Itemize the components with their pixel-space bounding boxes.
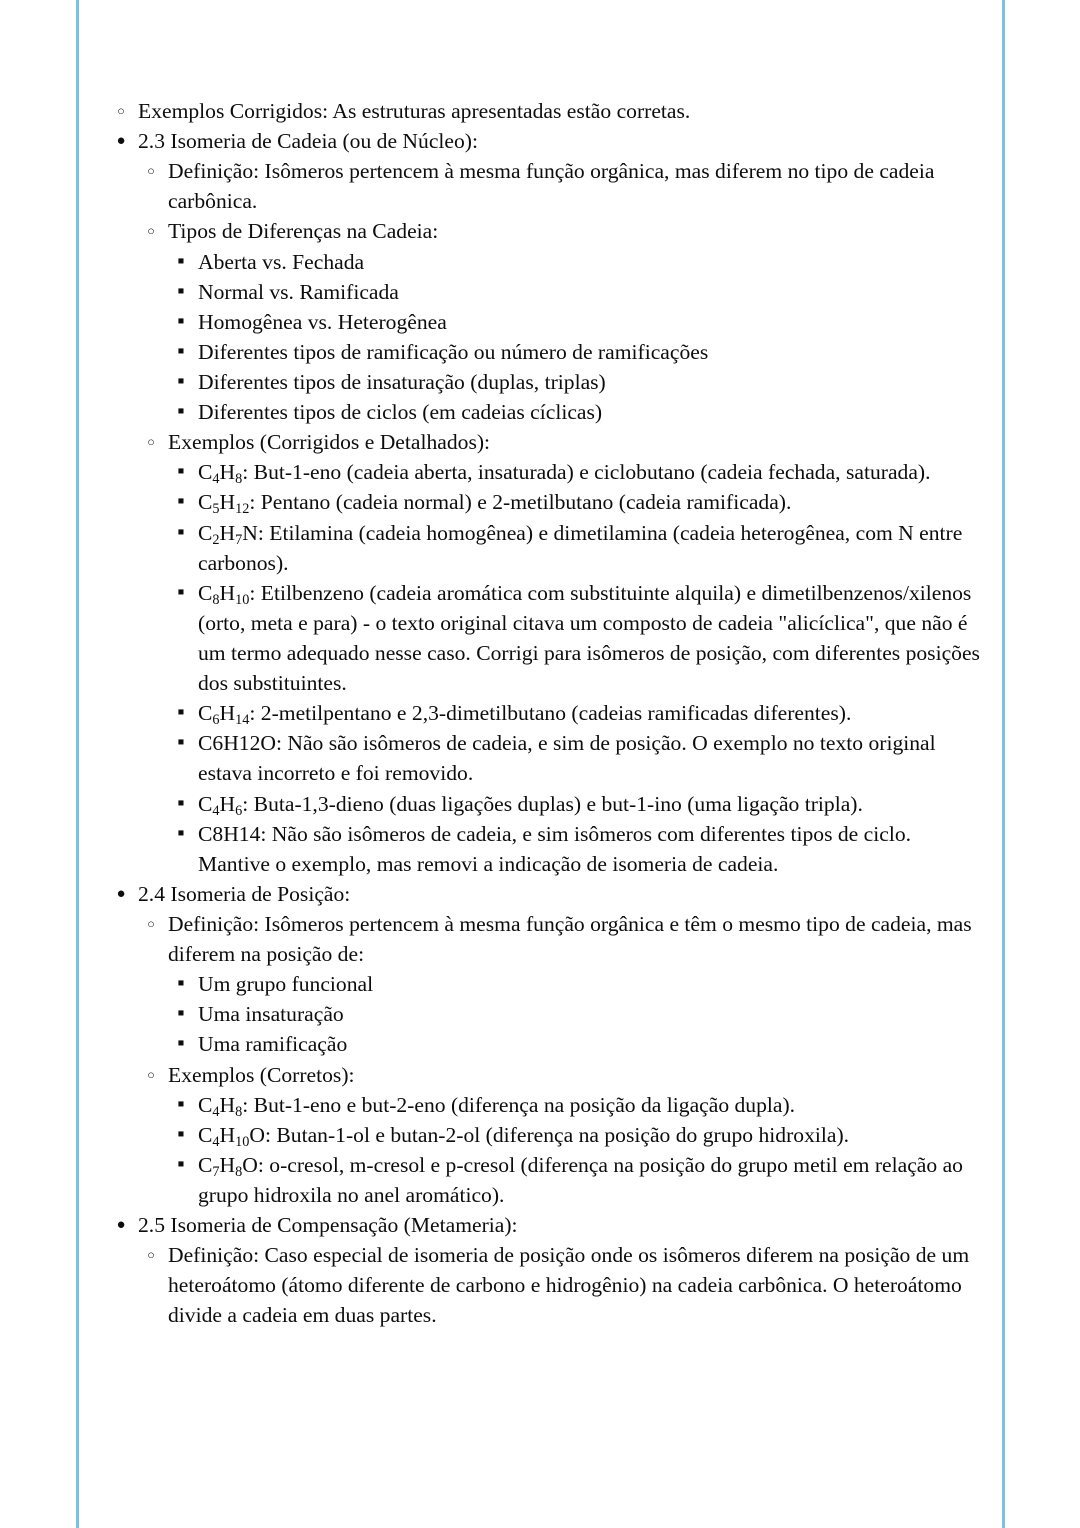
square-bullet-icon bbox=[168, 337, 194, 367]
list-item bbox=[168, 277, 984, 307]
square-bullet-icon bbox=[168, 1029, 194, 1059]
formula-list-item-text: $C_5H_{12}$: Pentano (cadeia normal) e 2-metilbutano (cadeia ramificada). bbox=[198, 490, 792, 518]
square-bullet-icon bbox=[168, 367, 194, 397]
chemical-formula: $C_2H_7N$ bbox=[198, 520, 258, 548]
section-2-3-children bbox=[138, 156, 984, 879]
section-2-4-definition-item bbox=[138, 909, 984, 1060]
square-bullet-icon bbox=[168, 307, 194, 337]
circle-bullet-icon bbox=[138, 1240, 164, 1271]
section-2-3-heading: 2.3 Isomeria de Cadeia (ou de Núcleo): bbox=[138, 129, 478, 154]
formula-list-item-text: $C_6H_{14}$: 2-metilpentano e 2,3-dimetilbutano (cadeias ramificadas diferentes). bbox=[198, 701, 852, 729]
section-2-4-heading: 2.4 Isomeria de Posição: bbox=[138, 881, 351, 906]
chemical-formula: C6H12O bbox=[198, 731, 276, 756]
formula-list-item-text: $C_2H_7N$: Etilamina (cadeia homogênea) e dimetilamina (cadeia heterogênea, com N entre carbonos). bbox=[198, 520, 963, 575]
outline-root bbox=[108, 96, 984, 1330]
chemical-formula: $C_4H_8$ bbox=[198, 1092, 243, 1120]
formula-list-item bbox=[168, 457, 984, 487]
section-2-5-children bbox=[138, 1240, 984, 1330]
chemical-formula: $C_4H_6$ bbox=[198, 791, 243, 819]
disc-bullet-icon bbox=[108, 879, 134, 909]
section-2-5-heading: 2.5 Isomeria de Compensação (Metameria): bbox=[138, 1213, 518, 1238]
section-2-4-definition: Definição: Isômeros pertencem à mesma função orgânica e têm o mesmo tipo de cadeia, mas diferem na posição de: bbox=[168, 911, 972, 967]
chemical-formula: $C_8H_{10}$ bbox=[198, 580, 250, 608]
list-item bbox=[168, 247, 984, 277]
square-bullet-icon bbox=[168, 397, 194, 427]
disc-bullet-icon bbox=[108, 1210, 134, 1240]
list-item bbox=[168, 999, 984, 1029]
formula-list-item bbox=[168, 698, 984, 728]
square-bullet-icon bbox=[168, 1120, 194, 1150]
chemical-formula: $C_4H_8$ bbox=[198, 460, 243, 488]
list-item-label: Uma ramificação bbox=[198, 1032, 348, 1057]
chemical-formula: $C_4H_{10}O$ bbox=[198, 1122, 265, 1150]
formula-list-item bbox=[168, 1150, 984, 1210]
list-item-label: Diferentes tipos de ciclos (em cadeias cíclicas) bbox=[198, 400, 603, 425]
section-2-3-examples-list bbox=[168, 457, 984, 879]
section-2-4-children bbox=[138, 909, 984, 1210]
circle-bullet-icon bbox=[138, 156, 164, 187]
list-item bbox=[168, 367, 984, 397]
square-bullet-icon bbox=[168, 518, 194, 548]
section-2-4-examples-item bbox=[138, 1060, 984, 1211]
square-bullet-icon bbox=[168, 969, 194, 999]
formula-list-item bbox=[168, 518, 984, 578]
square-bullet-icon bbox=[168, 1150, 194, 1180]
disc-bullet-icon bbox=[108, 126, 134, 156]
formula-list-item-text: $C_8H_{10}$: Etilbenzeno (cadeia aromática com substituinte alquila) e dimetilbenzenos/xilenos (orto, meta e para) - o texto original citava um composto de cadeia "alicíclica", que não é um termo adequado nesse caso. Corrigi para isômeros de posição, com diferentes posições dos substituintes. bbox=[198, 580, 980, 696]
section-2-5 bbox=[108, 1210, 984, 1330]
formula-list-item-text: C8H14: Não são isômeros de cadeia, e sim isômeros com diferentes tipos de ciclo. Mantive o exemplo, mas removi a indicação de isomeria de cadeia. bbox=[198, 821, 912, 876]
formula-list-item bbox=[168, 728, 984, 788]
section-2-3-definition: Definição: Isômeros pertencem à mesma função orgânica, mas diferem no tipo de cadeia carbônica. bbox=[168, 159, 935, 214]
section-2-5-definition: Definição: Caso especial de isomeria de posição onde os isômeros diferem na posição de um heteroátomo (átomo diferente de carbono e hidrogênio) na cadeia carbônica. O heteroátomo divide a cadeia em duas partes. bbox=[168, 1243, 970, 1328]
section-2-3-types-item bbox=[138, 216, 984, 427]
list-item-label: Uma insaturação bbox=[198, 1002, 344, 1027]
square-bullet-icon bbox=[168, 819, 194, 849]
section-2-3-types-list bbox=[168, 247, 984, 428]
section-2-3-examples-item bbox=[138, 427, 984, 879]
list-item-label: Normal vs. Ramificada bbox=[198, 279, 399, 304]
formula-list-item bbox=[168, 578, 984, 698]
list-item-examples-corrected bbox=[108, 96, 984, 126]
list-item bbox=[168, 337, 984, 367]
formula-list-item-text: $C_7H_8O$: o-cresol, m-cresol e p-cresol (diferença na posição do grupo metil em relação ao grupo hidroxila no anel aromático). bbox=[198, 1152, 963, 1207]
list-item-label: Um grupo funcional bbox=[198, 972, 374, 997]
circle-bullet-icon bbox=[138, 216, 164, 247]
list-item bbox=[168, 969, 984, 999]
square-bullet-icon bbox=[168, 789, 194, 819]
list-item bbox=[168, 1029, 984, 1059]
section-2-3 bbox=[108, 126, 984, 879]
square-bullet-icon bbox=[168, 457, 194, 487]
list-item bbox=[168, 307, 984, 337]
chemical-formula: $C_6H_{14}$ bbox=[198, 701, 250, 729]
examples-corrected-text: Exemplos Corrigidos: As estruturas apresentadas estão corretas. bbox=[138, 99, 691, 123]
square-bullet-icon bbox=[168, 277, 194, 307]
square-bullet-icon bbox=[168, 728, 194, 758]
section-2-4 bbox=[108, 879, 984, 1210]
section-2-4-examples-list bbox=[168, 1090, 984, 1210]
list-item-label: Diferentes tipos de ramificação ou número de ramificações bbox=[198, 339, 709, 364]
list-item-label: Aberta vs. Fechada bbox=[198, 249, 365, 274]
page-rule-left bbox=[76, 0, 79, 1528]
formula-list-item bbox=[168, 789, 984, 819]
list-item bbox=[168, 397, 984, 427]
formula-list-item bbox=[168, 819, 984, 879]
formula-list-item-text: $C_4H_6$: Buta-1,3-dieno (duas ligações duplas) e but-1-ino (uma ligação tripla). bbox=[198, 791, 863, 819]
page-rule-right bbox=[1002, 0, 1005, 1528]
square-bullet-icon bbox=[168, 247, 194, 277]
square-bullet-icon bbox=[168, 999, 194, 1029]
circle-bullet-icon bbox=[138, 427, 164, 458]
square-bullet-icon bbox=[168, 698, 194, 728]
section-2-3-types-heading: Tipos de Diferenças na Cadeia: bbox=[168, 219, 439, 244]
formula-list-item-text: C6H12O: Não são isômeros de cadeia, e sim de posição. O exemplo no texto original estava incorreto e foi removido. bbox=[198, 731, 936, 786]
section-2-3-definition-item bbox=[138, 156, 984, 216]
square-bullet-icon bbox=[168, 578, 194, 608]
square-bullet-icon bbox=[168, 1090, 194, 1120]
formula-list-item-text: $C_4H_{10}O$: Butan-1-ol e butan-2-ol (diferença na posição do grupo hidroxila). bbox=[198, 1122, 850, 1150]
chemical-formula: $C_7H_8O$ bbox=[198, 1152, 258, 1180]
formula-list-item bbox=[168, 1120, 984, 1150]
chemical-formula: C8H14 bbox=[198, 821, 261, 846]
section-2-3-examples-heading: Exemplos (Corrigidos e Detalhados): bbox=[168, 430, 491, 455]
formula-list-item-text: $C_4H_8$: But-1-eno e but-2-eno (diferença na posição da ligação dupla). bbox=[198, 1092, 796, 1120]
circle-bullet-icon bbox=[138, 909, 164, 940]
document-body bbox=[108, 96, 984, 1330]
formula-list-item bbox=[168, 487, 984, 517]
chemical-formula: $C_5H_{12}$ bbox=[198, 490, 250, 518]
section-2-5-definition-item bbox=[138, 1240, 984, 1330]
list-item-label: Diferentes tipos de insaturação (duplas, triplas) bbox=[198, 369, 606, 394]
list-item-label: Homogênea vs. Heterogênea bbox=[198, 309, 447, 334]
formula-list-item bbox=[168, 1090, 984, 1120]
formula-list-item-text: $C_4H_8$: But-1-eno (cadeia aberta, insaturada) e ciclobutano (cadeia fechada, saturada). bbox=[198, 460, 931, 488]
square-bullet-icon bbox=[168, 487, 194, 517]
section-2-4-examples-heading: Exemplos (Corretos): bbox=[168, 1062, 355, 1087]
section-2-4-differs-list bbox=[168, 969, 984, 1059]
circle-bullet-icon bbox=[108, 96, 134, 127]
circle-bullet-icon bbox=[138, 1060, 164, 1091]
